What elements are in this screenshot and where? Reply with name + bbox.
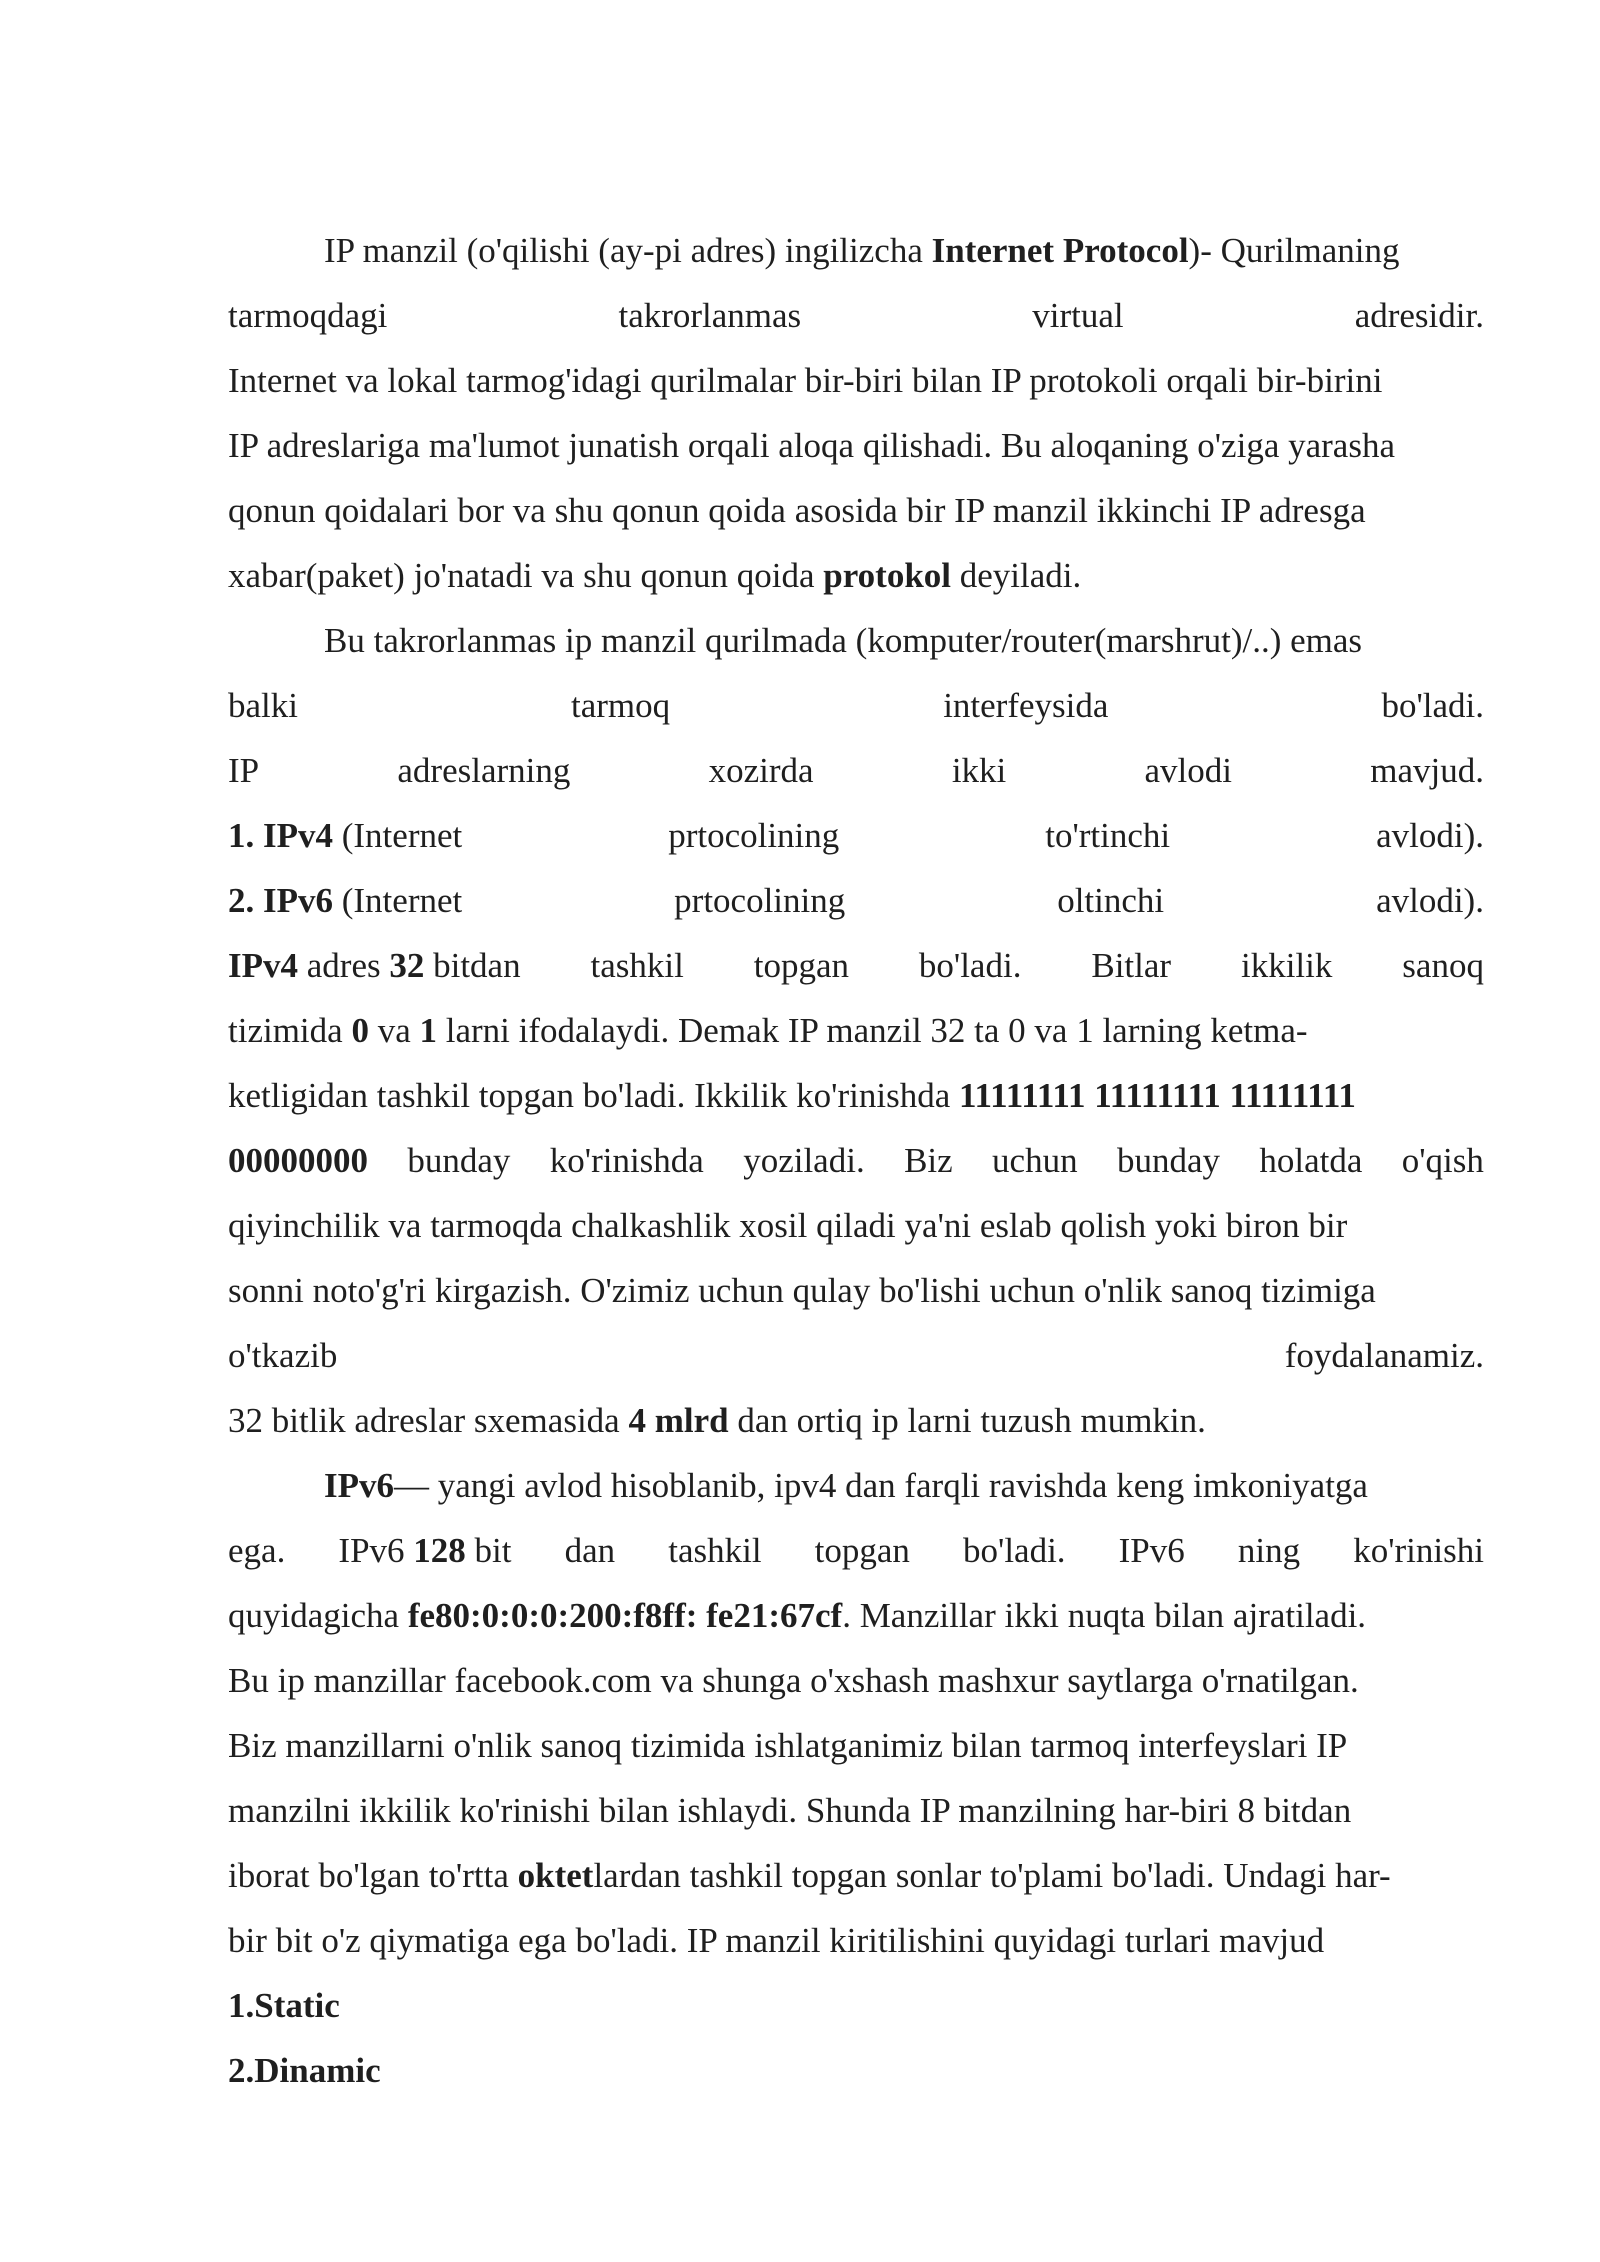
ipv6-line5: Biz manzillarni o'nlik sanoq tizimida ishlatganimiz bilan tarmoq interfeyslari IP: [228, 1726, 1348, 1765]
word: prtocolining: [674, 881, 846, 920]
word: oltinchi: [1057, 881, 1165, 920]
word: tarmoq: [571, 686, 671, 725]
text: 32 bitlik adreslar sxemasida: [228, 1401, 629, 1440]
bold-binary: 00000000: [228, 1141, 368, 1180]
word: ko'rinishi: [1353, 1531, 1484, 1570]
word: Biz: [904, 1141, 953, 1180]
text: IP manzil (o'qilishi (ay-pi adres) ingilizcha: [324, 231, 932, 270]
bold-binary: 11111111 11111111 11111111: [958, 1076, 1356, 1115]
list-item-label: 1. IPv4: [228, 816, 333, 855]
word: ning: [1237, 1531, 1301, 1570]
word: adresidir.: [1354, 296, 1484, 335]
word: uchun: [992, 1141, 1078, 1180]
text: — yangi avlod hisoblanib, ipv4 dan farqli ravishda keng imkoniyatga: [394, 1466, 1368, 1505]
word: bunday: [1116, 1141, 1220, 1180]
list-item-label: 2. IPv6: [228, 881, 333, 920]
word: ikki: [951, 751, 1007, 790]
ipv6-line4: Bu ip manzillar facebook.com va shunga o'xshash mashxur saytlarga o'rnatilgan.: [228, 1661, 1359, 1700]
para2-line3: [228, 738, 1484, 803]
ipv4-line6: sonni noto'g'ri kirgazish. O'zimiz uchun qulay bo'lishi uchun o'nlik sanoq tizimiga: [228, 1271, 1376, 1310]
list-item-ipv4: [228, 803, 1484, 868]
word: IPv6: [1118, 1531, 1185, 1570]
word: IP: [228, 751, 260, 790]
word: bit: [474, 1531, 512, 1570]
bold-term: IPv6: [324, 1466, 394, 1505]
word: bo'ladi.: [918, 946, 1022, 985]
ipv6-line6: manzilni ikkilik ko'rinishi bilan ishlaydi. Shunda IP manzilning har-biri 8 bitdan: [228, 1791, 1352, 1830]
word: bunday: [407, 1141, 511, 1180]
word: IPv6: [338, 1531, 405, 1570]
bold-term: oktet: [517, 1856, 594, 1895]
text: dan ortiq ip larni tuzush mumkin.: [728, 1401, 1206, 1440]
word: ikkilik: [1240, 946, 1333, 985]
word: balki: [228, 686, 298, 725]
ipv6-line7: [228, 1843, 1484, 1908]
word: ega.: [228, 1531, 286, 1570]
bold-term: 0: [351, 1011, 369, 1050]
list-item-label: 1.Static: [228, 1986, 340, 2025]
word: tarmoqdagi: [228, 296, 388, 335]
para1-line4: IP adreslariga ma'lumot junatish orqali aloqa qilishadi. Bu aloqaning o'ziga yarasha: [228, 426, 1395, 465]
word: tashkil: [590, 946, 684, 985]
bold-term: protokol: [823, 556, 952, 595]
text: xabar(paket) jo'natadi va shu qonun qoida: [228, 556, 824, 595]
word: yoziladi.: [743, 1141, 865, 1180]
word: avlodi).: [1376, 816, 1484, 855]
para1-line2: [228, 283, 1484, 348]
type-static: [228, 1973, 1484, 2038]
ipv4-line7: [228, 1323, 1484, 1388]
bold-term: IPv4: [228, 946, 298, 985]
text: lardan tashkil topgan sonlar to'plami bo'ladi. Undagi har-: [593, 1856, 1391, 1895]
word: bo'ladi.: [1381, 686, 1484, 725]
word: (Internet: [341, 816, 463, 855]
bold-term: 128: [413, 1531, 466, 1570]
text: deyiladi.: [951, 556, 1082, 595]
word: tashkil: [668, 1531, 762, 1570]
word: takrorlanmas: [618, 296, 802, 335]
word: prtocolining: [668, 816, 840, 855]
text: va: [368, 1011, 420, 1050]
text: larni ifodalaydi. Demak IP manzil 32 ta 0 va 1 larning ketma-: [437, 1011, 1308, 1050]
para1-line1: [228, 218, 1484, 283]
word: o'qish: [1401, 1141, 1484, 1180]
word: holatda: [1259, 1141, 1363, 1180]
type-dynamic: [228, 2038, 1484, 2103]
word: topgan: [753, 946, 849, 985]
word: o'tkazib: [228, 1336, 338, 1375]
text: adres: [298, 946, 390, 985]
ipv4-line8: [228, 1388, 1484, 1453]
word: avlodi: [1144, 751, 1232, 790]
ipv6-line3: [228, 1583, 1484, 1648]
text: iborat bo'lgan to'rtta: [228, 1856, 518, 1895]
word: xozirda: [708, 751, 814, 790]
para1-line6: [228, 543, 1484, 608]
bold-address: fe80:0:0:0:200:f8ff: fe21:67cf: [407, 1596, 843, 1635]
text: . Manzillar ikki nuqta bilan ajratiladi.: [842, 1596, 1367, 1635]
bold-term: 32: [389, 946, 425, 985]
word: interfeysida: [943, 686, 1109, 725]
ipv6-line1: [228, 1453, 1484, 1518]
ipv4-line2: [228, 998, 1484, 1063]
bold-term: 4 mlrd: [628, 1401, 729, 1440]
word: (Internet: [341, 881, 463, 920]
word: dan: [564, 1531, 616, 1570]
bold-term: 1: [419, 1011, 437, 1050]
word: Bitlar: [1091, 946, 1172, 985]
text: bitdan: [424, 946, 521, 985]
word: foydalanamiz.: [1284, 1336, 1484, 1375]
ipv4-line5: qiyinchilik va tarmoqda chalkashlik xosil qiladi ya'ni eslab qolish yoki biron bir: [228, 1206, 1348, 1245]
ipv4-line3: [228, 1063, 1484, 1128]
text: quyidagicha: [228, 1596, 408, 1635]
ipv4-line1: [228, 933, 1484, 998]
ipv6-line8: bir bit o'z qiymatiga ega bo'ladi. IP manzil kiritilishini quyidagi turlari mavjud: [228, 1921, 1325, 1960]
text: tizimida: [228, 1011, 352, 1050]
word: adreslarning: [397, 751, 571, 790]
word: mavjud.: [1370, 751, 1484, 790]
para2-line2: [228, 673, 1484, 738]
word: virtual: [1032, 296, 1124, 335]
list-item-ipv6: [228, 868, 1484, 933]
word: topgan: [814, 1531, 910, 1570]
word: sanoq: [1402, 946, 1484, 985]
list-item-label: 2.Dinamic: [228, 2051, 381, 2090]
bold-term: Internet Protocol: [931, 231, 1189, 270]
text: )- Qurilmaning: [1188, 231, 1400, 270]
word: bo'ladi.: [963, 1531, 1066, 1570]
ipv4-line4: [228, 1128, 1484, 1193]
text: ketligidan tashkil topgan bo'ladi. Ikkilik ko'rinishda: [228, 1076, 959, 1115]
word: avlodi).: [1376, 881, 1484, 920]
para1-line3: Internet va lokal tarmog'idagi qurilmalar bir-biri bilan IP protokoli orqali bir-birini: [228, 361, 1383, 400]
para2-line1: Bu takrorlanmas ip manzil qurilmada (komputer/router(marshrut)/..) emas: [324, 621, 1363, 660]
word: ko'rinishda: [549, 1141, 704, 1180]
para1-line5: qonun qoidalari bor va shu qonun qoida asosida bir IP manzil ikkinchi IP adresga: [228, 491, 1366, 530]
word: to'rtinchi: [1045, 816, 1171, 855]
ipv6-line2: [228, 1518, 1484, 1583]
